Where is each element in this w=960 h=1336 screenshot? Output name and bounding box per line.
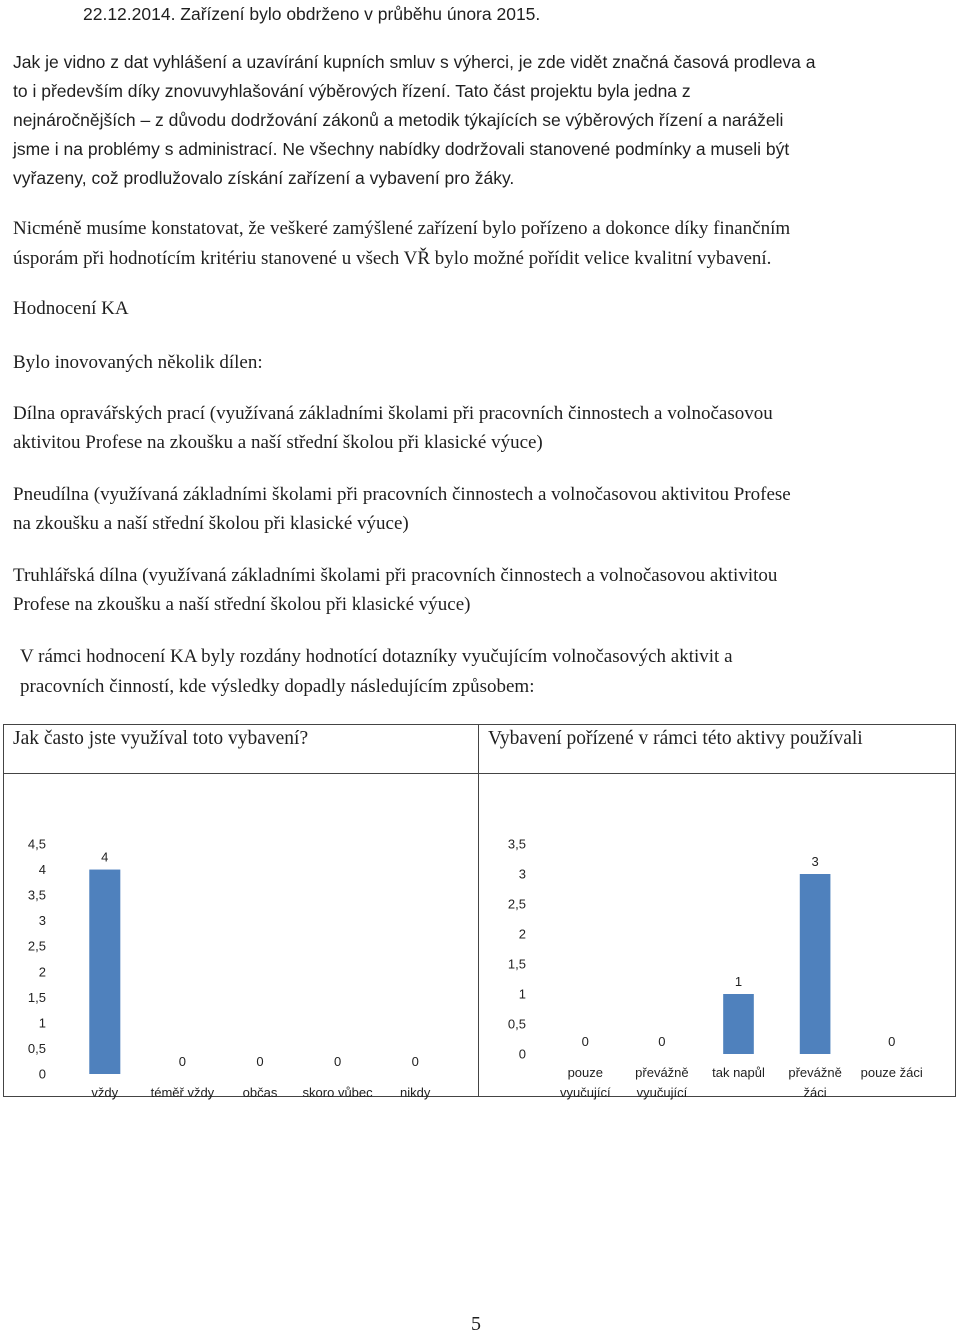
data-label: 0: [888, 1034, 896, 1049]
x-category-label: nikdy: [400, 1085, 431, 1100]
x-category-label: vyučující: [636, 1085, 688, 1100]
results-table: [3, 724, 956, 1100]
x-category-label: pouze: [567, 1065, 604, 1080]
table-header-cell: [4, 725, 479, 774]
paragraph-line: jsme i na problémy s administrací. Ne všechny nabídky dodržovali stanovené podmínky a museli být: [13, 139, 790, 159]
chart-cell: [479, 774, 956, 1100]
paragraph-line: Bylo inovovaných několik dílen:: [13, 352, 263, 373]
data-label: 1: [734, 974, 743, 989]
data-label: 0: [256, 1054, 264, 1069]
y-tick-label: 1: [38, 1015, 46, 1031]
x-category-label: převážně: [635, 1065, 689, 1080]
chart-used-by: [479, 774, 955, 1100]
paragraph-line: pracovních činností, kde výsledky dopadly následujícím způsobem:: [20, 676, 535, 697]
x-category-label: tak napůl: [712, 1065, 765, 1080]
paragraph-line: Truhlářská dílna (využívaná základními školami při pracovních činnostech a volnočasovou aktivitou: [13, 565, 778, 586]
x-category-label: občas: [242, 1085, 278, 1100]
y-tick-label: 0: [38, 1066, 46, 1082]
paragraph-line: na zkoušku a naší střední školou při klasické výuce): [13, 513, 409, 534]
y-tick-label: 3: [518, 866, 526, 882]
chart-bar: [800, 874, 831, 1054]
date-note: 22.12.2014. Zařízení bylo obdrženo v průběhu února 2015.: [83, 4, 541, 24]
x-category-label: pouze žáci: [860, 1065, 923, 1080]
chart-cell: [4, 774, 479, 1100]
table-header-right: Vybavení pořízené v rámci této aktivy používali: [488, 728, 863, 749]
y-tick-label: 2: [518, 926, 526, 942]
paragraph-line: Dílna opravářských prací (využívaná základními školami při pracovních činnostech a volnočasovou: [13, 403, 773, 424]
y-tick-label: 0,5: [27, 1040, 46, 1056]
data-label: 4: [101, 849, 109, 865]
paragraph-line: vyřazeny, což prodlužovalo získání zařízení a vybavení pro žáky.: [13, 168, 515, 188]
y-tick-label: 3,5: [507, 836, 526, 852]
paragraph-line: aktivitou Profese na zkoušku a naší střední školou při klasické výuce): [13, 432, 543, 453]
x-category-label: skoro vůbec: [302, 1085, 373, 1100]
paragraph-line: Profese na zkoušku a naší střední školou při klasické výuce): [13, 594, 471, 615]
y-tick-label: 2: [38, 964, 46, 980]
data-label: 0: [333, 1054, 342, 1069]
y-tick-label: 4: [38, 862, 46, 878]
table-header-left: Jak často jste využíval toto vybavení?: [13, 728, 309, 749]
x-category-label: téměř vždy: [150, 1085, 215, 1100]
paragraph-line: V rámci hodnocení KA byly rozdány hodnotící dotazníky vyučujícím volnočasových aktivit a: [20, 646, 733, 667]
data-label: 3: [811, 854, 819, 869]
data-label: 0: [658, 1034, 666, 1049]
x-category-label: žáci: [803, 1085, 827, 1100]
x-category-label: převážně: [788, 1065, 842, 1080]
y-tick-label: 2,5: [27, 938, 46, 954]
page-number: 5: [471, 1313, 481, 1335]
y-tick-label: 0: [518, 1046, 526, 1062]
y-tick-label: 3: [38, 913, 46, 929]
chart-bar: [723, 994, 754, 1054]
data-label: 0: [581, 1034, 589, 1049]
y-tick-label: 4,5: [27, 836, 46, 852]
paragraph-line: Pneudílna (využívaná základními školami při pracovních činnostech a volnočasovou aktivitou Profese: [13, 484, 791, 505]
data-label: 0: [411, 1054, 419, 1069]
table-header-cell: [479, 725, 956, 774]
y-tick-label: 0,5: [507, 1016, 526, 1032]
paragraph-line: to i především díky znovuvyhlašování výběrových řízení. Tato část projektu byla jedna z: [13, 81, 691, 101]
paragraph-line: úsporám při hodnotícím kritériu stanovené u všech VŘ bylo možné pořídit velice kvalitní vybavení.: [13, 248, 772, 269]
y-tick-label: 2,5: [507, 896, 526, 912]
paragraph-line: Jak je vidno z dat vyhlášení a uzavírání kupních smluv s výherci, je zde vidět značná časová prodleva a: [13, 52, 816, 72]
data-label: 0: [178, 1054, 187, 1069]
y-tick-label: 3,5: [27, 887, 46, 903]
x-category-label: vyučující: [560, 1085, 611, 1100]
section-heading: Hodnocení KA: [13, 298, 129, 319]
y-tick-label: 1: [518, 986, 526, 1002]
y-tick-label: 1,5: [507, 956, 526, 972]
chart-bar: [89, 870, 120, 1074]
y-tick-label: 1,5: [27, 989, 46, 1005]
x-category-label: vždy: [91, 1085, 119, 1100]
paragraph-line: nejnáročnějších – z důvodu dodržování zákonů a metodik týkajících se výběrových řízení a naráželi: [13, 110, 784, 130]
chart-usage-frequency: [4, 774, 478, 1100]
paragraph-line: Nicméně musíme konstatovat, že veškeré zamýšlené zařízení bylo pořízeno a dokonce díky finančním: [13, 218, 791, 239]
